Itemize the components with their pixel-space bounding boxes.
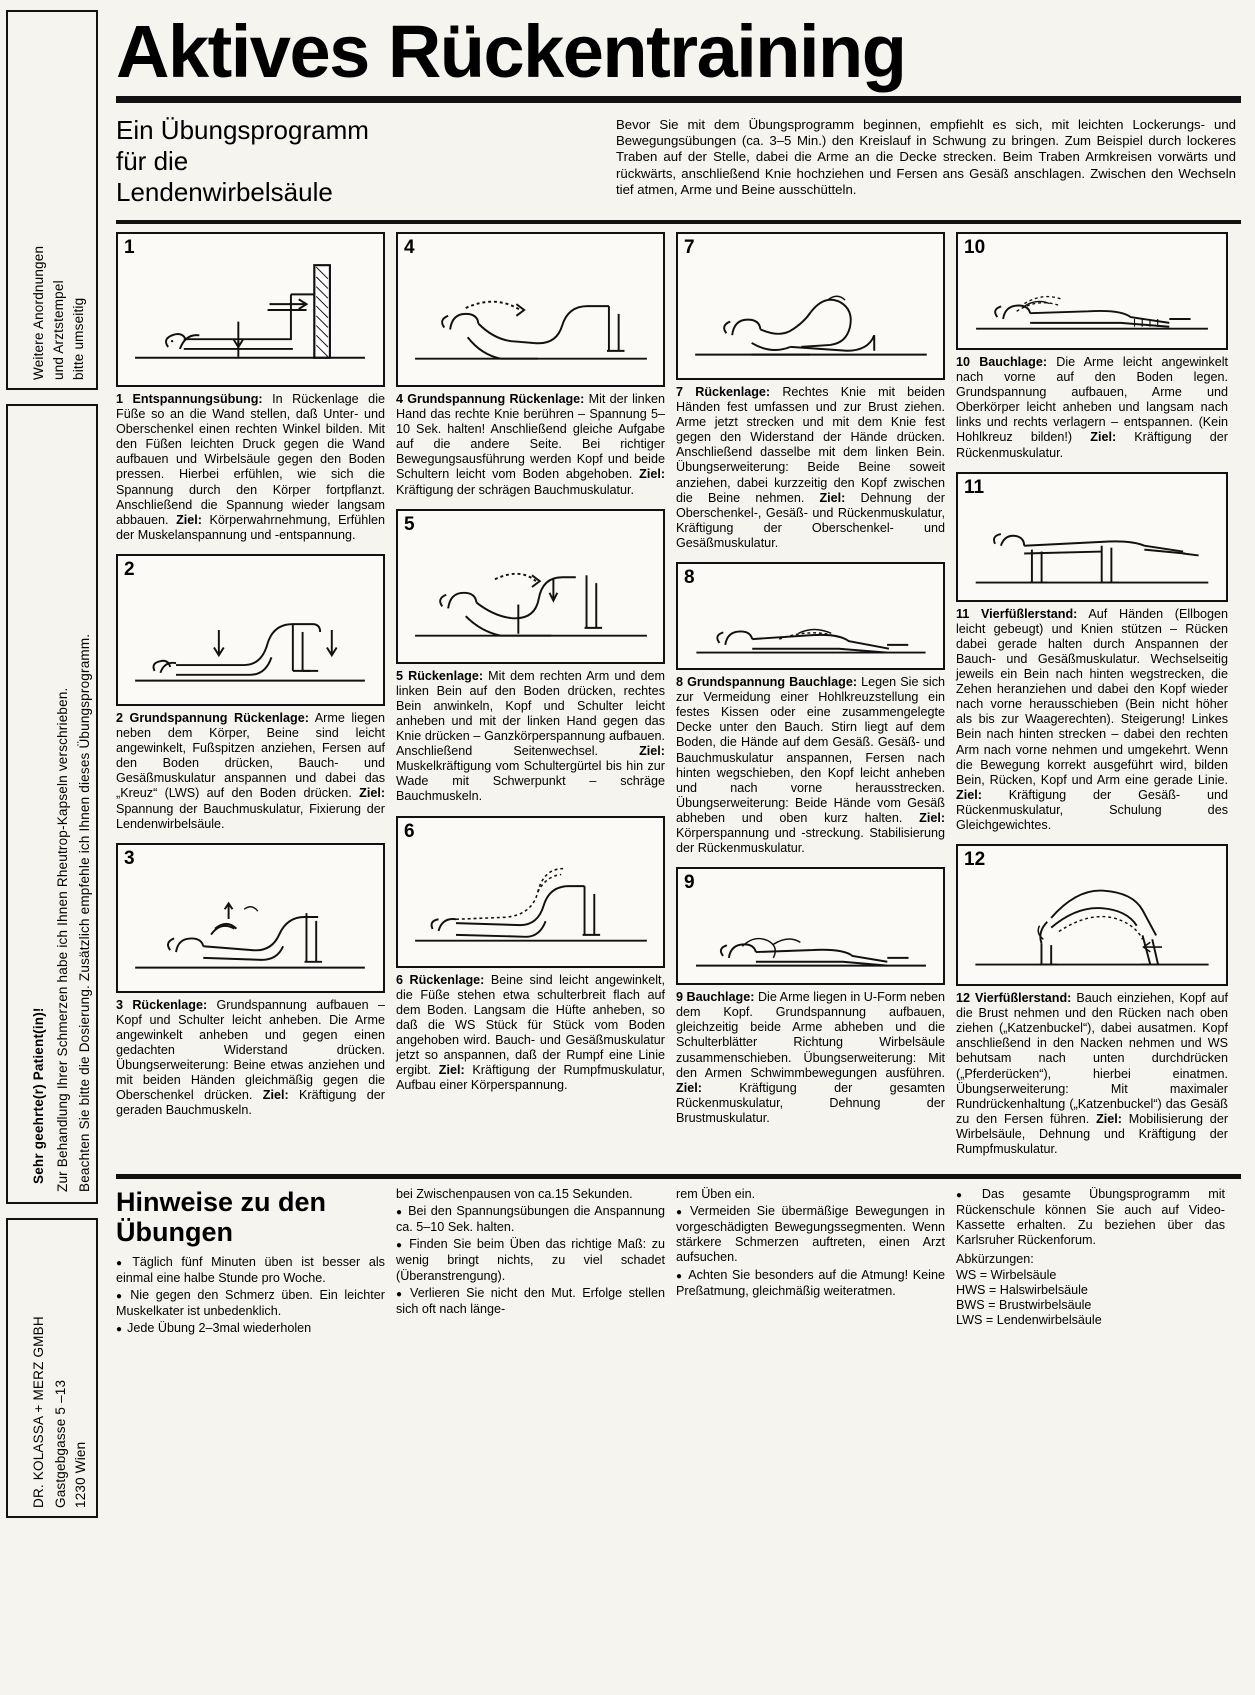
- page-title: Aktives Rückentraining: [116, 10, 906, 93]
- exercise-number-11: 11: [964, 476, 985, 498]
- sidebar-box-company: [6, 1218, 98, 1518]
- exercise-text-10: [956, 355, 1228, 461]
- notes-column-2: [396, 1187, 665, 1339]
- exercise-text-4: [396, 392, 665, 498]
- title-divider: [116, 96, 1241, 103]
- exercise-goal-label-10: Ziel:: [1090, 430, 1117, 445]
- exercise-body-4: Mit der linken Hand das rechte Knie berühren – Spannung 5–10 Sek. halten! Anschließend gleiche Aufgabe auf die andere Seite. Bei richtiger Bewegungsausführung werden Kopf und beide Schultern leicht vom Boden abgehoben.: [396, 392, 665, 482]
- notes-column-4: [956, 1187, 1225, 1339]
- exercise-heading-7: 7 Rückenlage:: [676, 385, 771, 399]
- exercise-figure-1: [116, 232, 385, 387]
- left-sidebar: [6, 6, 102, 1686]
- exercise-item-8: [676, 562, 945, 856]
- exercise-text-9: [676, 990, 945, 1126]
- note-item: ● Nie gegen den Schmerz üben. Ein leichter Muskelkater ist unbedenklich.: [116, 1288, 385, 1319]
- exercise-goal-label-4: Ziel:: [639, 467, 666, 482]
- exercise-goal-text-12: Mobilisierung der Wirbelsäule, Dehnung und Kräftigung der Rumpfmuskulatur.: [956, 1111, 1229, 1156]
- exercise-body-6: Beine sind leicht angewinkelt, die Füße stehen etwa schulterbreit flach auf dem Boden. Langsam die Hüfte anheben, so daß die WS Stück für Stück vom Boden angehoben wird. Bauch- und Gesäßmuskulatur jetzt so anspannen, daß der Rumpf eine Linie ergibt.: [396, 972, 666, 1078]
- exercise-number-6: 6: [404, 820, 415, 842]
- exercise-goal-text-2: Spannung der Bauchmuskulatur, Fixierung der Lendenwirbelsäule.: [116, 801, 385, 831]
- exercise-item-9: [676, 867, 945, 1126]
- exercise-goal-label-7: Ziel:: [819, 490, 846, 505]
- exercise-number-1: 1: [124, 237, 135, 258]
- exercise-text-12: [956, 991, 1228, 1157]
- subtitle-line-1: Ein Übungsprogramm: [116, 115, 369, 145]
- exercise-heading-11: 11 Vierfüßlerstand:: [956, 606, 1078, 621]
- exercise-goal-text-8: Körperspannung und -streckung. Stabilisierung der Rückenmuskulatur.: [676, 825, 945, 856]
- exercise-figure-12: [956, 844, 1228, 986]
- exercise-heading-12: 12 Vierfüßlerstand:: [956, 991, 1072, 1006]
- exercise-heading-5: 5 Rückenlage:: [396, 668, 484, 683]
- exercise-figure-10: [956, 232, 1228, 350]
- sidebar-note-line2: Zur Behandlung Ihrer Schmerzen habe ich Ihnen Rheutrop-Kapseln verschrieben.: [55, 687, 70, 1192]
- main-content: [112, 8, 1247, 1340]
- exercise-number-9: 9: [684, 872, 695, 894]
- exercise-heading-8: 8 Grundspannung Bauchlage:: [676, 675, 858, 690]
- exercise-goal-text-1: Körperwahrnehmung, Erfühlen der Muskelanspannung und -entspannung.: [116, 512, 386, 542]
- exercise-heading-2: 2 Grundspannung Rückenlage:: [116, 710, 309, 725]
- exercise-item-6: [396, 816, 665, 1094]
- exercise-figure-3: [116, 843, 385, 993]
- exercise-figure-9: [676, 867, 945, 985]
- exercise-goal-label-3: Ziel:: [262, 1088, 289, 1103]
- exercise-item-11: [956, 472, 1228, 833]
- abbreviations-block: [956, 1252, 1225, 1327]
- notes-section: [116, 1187, 1244, 1339]
- sidebar-box-stamp: [6, 10, 98, 390]
- note-continuation: bei Zwischenpausen von ca.15 Sekunden.: [396, 1187, 633, 1202]
- company-city: 1230 Wien: [73, 1441, 88, 1508]
- exercise-text-11: [956, 607, 1228, 833]
- exercise-text-8: [676, 675, 945, 856]
- sidebar-box-patient-note: [6, 404, 98, 1204]
- notes-list-3: [676, 1187, 945, 1299]
- exercise-item-1: [116, 232, 385, 543]
- exercise-goal-text-11: Kräftigung der Gesäß- und Rückenmuskulatur, Schulung des Gleichgewichtes.: [956, 787, 1228, 832]
- abbreviation-item: LWS = Lendenwirbelsäule: [956, 1312, 1102, 1327]
- notes-title-line-2: Übungen: [116, 1217, 233, 1248]
- exercise-column-3: [676, 232, 945, 1168]
- sidebar-note-line1: Sehr geehrte(r) Patient(in)!: [31, 1007, 46, 1184]
- exercise-item-3: [116, 843, 385, 1119]
- sidebar-stamp-line2: und Arztstempel: [51, 280, 66, 380]
- exercise-heading-9: 9 Bauchlage:: [676, 990, 755, 1005]
- exercise-goal-label-1: Ziel:: [176, 512, 202, 527]
- exercise-column-1: [116, 232, 385, 1168]
- exercise-body-1: In Rückenlage die Füße so an die Wand stellen, daß Unter- und Oberschenkel einen rechten Winkel bilden. Mit den Füßen leichten Druck gegen die Wand aufbauen und Wirbelsäule gegen den Boden pressen. Hierbei erfühlen, wie sich die Spannung durch den Körper fortpflanzt. Anschließend die Spannung wieder langsam abbauen.: [116, 392, 385, 527]
- exercise-text-3: [116, 998, 385, 1119]
- exercise-figure-6: [396, 816, 665, 968]
- exercise-goal-text-4: Kräftigung der schrägen Bauchmuskulatur.: [396, 482, 635, 497]
- exercise-goal-text-5: Muskelkräftigung vom Schultergürtel bis hin zur Wade mit Schwerpunkt – schräge Bauchmuskeln.: [396, 759, 665, 804]
- note-item: ● Verlieren Sie nicht den Mut. Erfolge stellen sich oft nach länge-: [396, 1286, 665, 1317]
- exercise-goal-text-9: Kräftigung der gesamten Rückenmuskulatur, Dehnung der Brustmuskulatur.: [676, 1080, 945, 1125]
- note-item: ● Vermeiden Sie übermäßige Bewegungen in vorgeschädigten Bewegungssegmenten. Wenn stärkere Schmerzen auftreten, einen Arzt aufsuchen.: [676, 1204, 945, 1265]
- exercise-text-6: [396, 973, 665, 1094]
- exercise-goal-label-9: Ziel:: [676, 1080, 702, 1095]
- exercise-text-7: [676, 385, 945, 551]
- exercise-goal-text-7: Dehnung der Oberschenkel-, Gesäß- und Rückenmuskulatur, Kräftigung der Oberschenkel- und Gesäßmuskulatur.: [676, 490, 945, 550]
- header-columns: [116, 113, 1241, 208]
- note-item: ● Jede Übung 2–3mal wiederholen: [116, 1321, 385, 1337]
- notes-title: [116, 1187, 385, 1247]
- exercise-text-5: [396, 669, 665, 805]
- note-item: ● Achten Sie besonders auf die Atmung! Keine Preßatmung, gleichmäßig weiteratmen.: [676, 1268, 945, 1299]
- exercise-item-12: [956, 844, 1228, 1157]
- subtitle-line-2: für die: [116, 146, 189, 176]
- exercise-heading-3: 3 Rückenlage:: [116, 997, 208, 1012]
- exercise-goal-label-12: Ziel:: [1096, 1111, 1122, 1126]
- exercise-goal-label-11: Ziel:: [956, 787, 982, 802]
- exercise-goal-text-3: Kräftigung der geraden Bauchmuskeln.: [116, 1088, 385, 1118]
- exercise-item-5: [396, 509, 665, 805]
- exercise-body-3: Grundspannung aufbauen – Kopf und Schulter leicht anheben. Die Arme angewinkelt anheben und gegen einen gedachten Widerstand drücken. Übungserweiterung: Beine etwas anziehen und mit beiden Händen gleichmäßig gegen die Oberschenkel drücken.: [116, 997, 385, 1103]
- exercise-number-10: 10: [964, 237, 986, 258]
- exercise-text-2: [116, 711, 385, 832]
- exercise-figure-5: [396, 509, 665, 664]
- exercise-grid: [116, 232, 1244, 1168]
- exercise-figure-4: [396, 232, 665, 387]
- notes-list-2: [396, 1187, 665, 1317]
- notes-title-line-1: Hinweise zu den: [116, 1187, 327, 1218]
- exercise-figure-7: [676, 232, 945, 380]
- exercise-number-12: 12: [964, 849, 986, 871]
- note-continuation: rem Üben ein.: [676, 1187, 756, 1202]
- sidebar-stamp-line1: Weitere Anordnungen: [31, 245, 46, 380]
- exercise-item-7: [676, 232, 945, 551]
- exercise-body-9: Die Arme liegen in U-Form neben dem Kopf. Grundspannung aufbauen, gleichzeitig beide Arme abheben und die Schulterblätter Richtung Wirbelsäule zusammenschieben. Übungserweiterung: Mit den Armen Schwimmbewegungen ausführen.: [676, 990, 945, 1080]
- exercise-figure-8: [676, 562, 945, 670]
- exercise-body-2: Arme liegen neben dem Körper, Beine sind leicht angewinkelt, Fußspitzen anziehen, Fersen auf den Boden drücken, Bauch- und Gesäßmuskulatur anspannen und dabei das „Kreuz“ (LWS) auf den Boden drücken.: [116, 710, 385, 801]
- exercise-column-2: [396, 232, 665, 1168]
- exercise-item-4: [396, 232, 665, 498]
- sidebar-stamp-line3: bitte umseitig: [71, 297, 86, 380]
- notes-column-1: [116, 1187, 385, 1339]
- company-street: Gastgebgasse 5 –13: [53, 1379, 68, 1508]
- exercise-body-12: Bauch einziehen, Kopf auf die Brust nehmen und den Rücken nach oben ziehen („Katzenbuckel“), dabei ausatmen. Kopf anschließend in den Nacken nehmen und WS behutsam nach unten durchdrücken („Pferderücken“), hierbei einatmen. Übungserweiterung: Mit maximaler Rundrückenhaltung („Katzenbuckel“) das Gesäß zu den Fersen führen.: [956, 991, 1228, 1126]
- exercise-number-8: 8: [684, 567, 695, 589]
- exercise-figure-2: [116, 554, 385, 706]
- exercise-heading-10: 10 Bauchlage:: [956, 355, 1048, 369]
- exercise-goal-label-8: Ziel:: [919, 810, 946, 825]
- exercise-body-11: Auf Händen (Ellbogen leicht gebeugt) und Knien stützen – Rücken dabei gerade halten durch Anspannen der Bauch- und Gesäßmuskulatur. Wechselseitig jeweils ein Bein nach hinten wegstrecken, die Zehen heranziehen und dabei den Kopf wieder nach vorne herausschieben (Bein nicht höher als bis zur Waagerechten). Steigerung! Linkes Bein nach hinten strecken – dabei den rechten Arm nach vorne nehmen und umgekehrt. Wenn die Bewegung korrekt ausgeführt wird, bilden Bein, Rücken, Kopf und Arm eine gerade Linie.: [956, 606, 1228, 787]
- exercise-number-3: 3: [124, 847, 135, 869]
- subtitle-block: [116, 113, 616, 208]
- exercise-goal-label-5: Ziel:: [639, 744, 665, 759]
- exercise-body-8: Legen Sie sich zur Vermeidung einer Hohlkreuzstellung ein festes Kissen oder eine zusammengelegte Decke unter den Bauch. Stirn liegt auf dem Boden, die Hände auf dem Gesäß. Gesäß- und Bauchmuskulatur anspannen, Fersen nach hinten wegschieben, den Kopf leicht anheben und nach vorne herausstrecken. Übungserweiterung: Beide Hände vom Gesäß abheben und oben kurz halten.: [676, 675, 945, 825]
- exercise-number-7: 7: [684, 237, 695, 258]
- exercise-number-4: 4: [404, 237, 415, 258]
- exercise-number-5: 5: [404, 513, 415, 535]
- exercise-heading-6: 6 Rückenlage:: [396, 972, 485, 987]
- exercise-text-1: [116, 392, 385, 543]
- exercise-goal-text-6: Kräftigung der Rumpfmuskulatur, Aufbau einer Körperspannung.: [396, 1063, 665, 1093]
- exercise-goal-label-2: Ziel:: [359, 786, 386, 801]
- subtitle-line-3: Lendenwirbelsäule: [116, 177, 333, 207]
- notes-divider: [116, 1174, 1241, 1179]
- exercise-body-7: Rechtes Knie mit beiden Händen fest umfassen und zur Brust ziehen. Arme jetzt strecken und mit dem Knie fest gegen den Widerstand der Hände drücken. Anschließend dasselbe mit dem linken Bein. Übungserweiterung: Beide Beine soweit anziehen, dabei kurzzeitig den Kopf zwischen die Beine nehmen.: [676, 385, 945, 505]
- exercise-body-5: Mit dem rechten Arm und dem linken Bein auf den Boden drücken, rechtes Bein anwinkeln, Kopf und Schulter leicht anheben und mit der linken Hand gegen das Knie drücken – Ganzkörperspannung aufbauen. Anschließend Seitenwechsel.: [396, 668, 666, 759]
- intro-paragraph: Bevor Sie mit dem Übungsprogramm beginnen, empfiehlt es sich, mit leichten Lockerungs- und Bewegungsübungen (ca. 3–5 Min.) den Kreislauf in Schwung zu bringen. Zum Beispiel durch lockeres Traben auf der Stelle, dabei die Arme an die Decke strecken. Beim Traben Armkreisen vorwärts und rückwärts, anschließend Knie hochziehen und Fersen ans Gesäß anschlagen. Zwischen den Wechseln tief atmen, Arme und Beine ausschütteln.: [616, 117, 1236, 197]
- notes-column-3: [676, 1187, 945, 1339]
- abbreviations-title: Abkürzungen:: [956, 1252, 1034, 1267]
- note-item: ● Bei den Spannungsübungen die Anspannung ca. 5–10 Sek. halten.: [396, 1204, 665, 1235]
- exercise-body-10: Die Arme leicht angewinkelt nach vorne auf den Boden legen. Grundspannung aufbauen, Arme und Oberkörper leicht anheben und langsam nach links und rechts verlagern – entspannen. (Kein Hohlkreuz bilden!): [956, 355, 1228, 445]
- note-item: ● Täglich fünf Minuten üben ist besser als einmal eine halbe Stunde pro Woche.: [116, 1255, 385, 1286]
- abbreviation-item: BWS = Brustwirbelsäule: [956, 1297, 1092, 1312]
- note-item: ● Finden Sie beim Üben das richtige Maß: zu wenig bringt nichts, zu viel schadet (Überanstrengung).: [396, 1237, 665, 1283]
- exercise-item-2: [116, 554, 385, 832]
- exercise-figure-11: [956, 472, 1228, 602]
- exercise-heading-1: 1 Entspannungsübung:: [116, 392, 263, 406]
- exercise-goal-text-10: Kräftigung der Rückenmuskulatur.: [956, 430, 1228, 460]
- exercise-goal-label-6: Ziel:: [438, 1063, 465, 1078]
- note-item: ● Das gesamte Übungsprogramm mit Rückenschule können Sie auch auf Video-Kassette erhalten. Zu beziehen über das Karlsruher Rückenforum.: [956, 1187, 1225, 1248]
- notes-list-1: [116, 1255, 385, 1337]
- exercise-heading-4: 4 Grundspannung Rückenlage:: [396, 392, 585, 406]
- notes-list-4: [956, 1187, 1225, 1248]
- exercise-column-4: [956, 232, 1228, 1168]
- abbreviation-item: WS = Wirbelsäule: [956, 1267, 1057, 1282]
- exercise-item-10: [956, 232, 1228, 461]
- company-name: DR. KOLASSA + MERZ GMBH: [31, 1316, 46, 1508]
- exercise-number-2: 2: [124, 558, 135, 580]
- sidebar-note-line3: Beachten Sie bitte die Dosierung. Zusätzlich empfehle ich Ihnen dieses Übungsprogramm.: [77, 633, 92, 1192]
- abbreviation-item: HWS = Halswirbelsäule: [956, 1282, 1088, 1297]
- header-divider: [116, 220, 1241, 224]
